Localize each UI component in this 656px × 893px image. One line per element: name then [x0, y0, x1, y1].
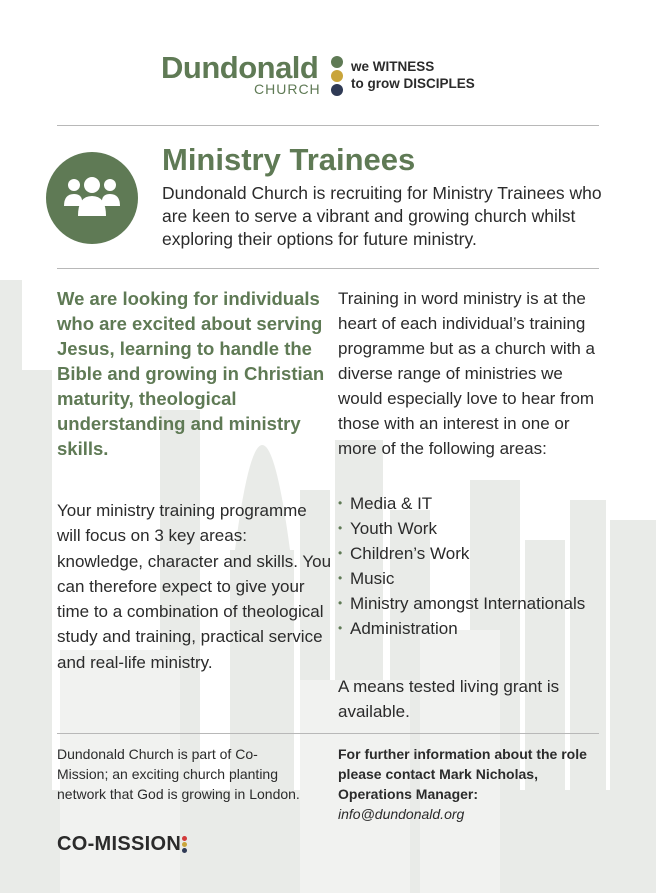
list-item: • Administration: [338, 616, 608, 641]
list-item: • Children’s Work: [338, 541, 608, 566]
list-item: • Ministry amongst Internationals: [338, 591, 608, 616]
list-item: • Youth Work: [338, 516, 608, 541]
logo-sub: CHURCH: [254, 81, 321, 97]
divider-top: [57, 125, 599, 126]
tagline-line1: we WITNESS: [351, 59, 435, 74]
list-item: • Media & IT: [338, 491, 608, 516]
tagline-line2: to grow DISCIPLES: [351, 76, 475, 91]
logo-name: Dundonald: [161, 50, 319, 85]
intro-text: Dundonald Church is recruiting for Ministry Trainees who are keen to serve a vibrant and growing church whilst exploring their options for future ministry.: [162, 183, 602, 249]
contact-block: [338, 744, 608, 824]
contact-email-link[interactable]: info@dundonald.org: [338, 806, 465, 822]
comission-logo-text: CO-MISSION: [57, 833, 182, 855]
comission-dots-icon: [182, 834, 188, 852]
group-people-icon: [46, 152, 138, 244]
contact-text: For further information about the role please contact Mark Nicholas, Operations Manager:: [338, 746, 587, 802]
comission-logo: [57, 833, 188, 856]
grant-note: A means tested living grant is available.: [338, 677, 560, 721]
logo-tagline: [351, 58, 475, 92]
lead-statement: We are looking for individuals who are excited about serving Jesus, learning to handle the Bible and growing in Christian maturity, theological understanding and ministry skills.: [57, 288, 325, 459]
page-title: Ministry Trainees: [162, 142, 416, 177]
ministry-areas-list: [338, 491, 608, 641]
programme-description: Your ministry training programme will focus on 3 key areas: knowledge, character and skills. You can therefore expect to give your time to a combination of theological study and training, practical service and real-life ministry.: [57, 501, 332, 672]
training-description: Training in word ministry is at the heart of each individual’s training programme but as a church with a diverse range of ministries we would especially love to hear from those with an interest in one or more of the following areas:: [338, 289, 596, 458]
divider-middle: [57, 268, 599, 269]
network-note: Dundonald Church is part of Co-Mission; an exciting church planting network that God is growing in London.: [57, 746, 300, 802]
list-item: • Music: [338, 566, 608, 591]
church-logo: [161, 48, 561, 98]
divider-bottom: [57, 733, 599, 734]
logo-dots-icon: [331, 56, 345, 96]
